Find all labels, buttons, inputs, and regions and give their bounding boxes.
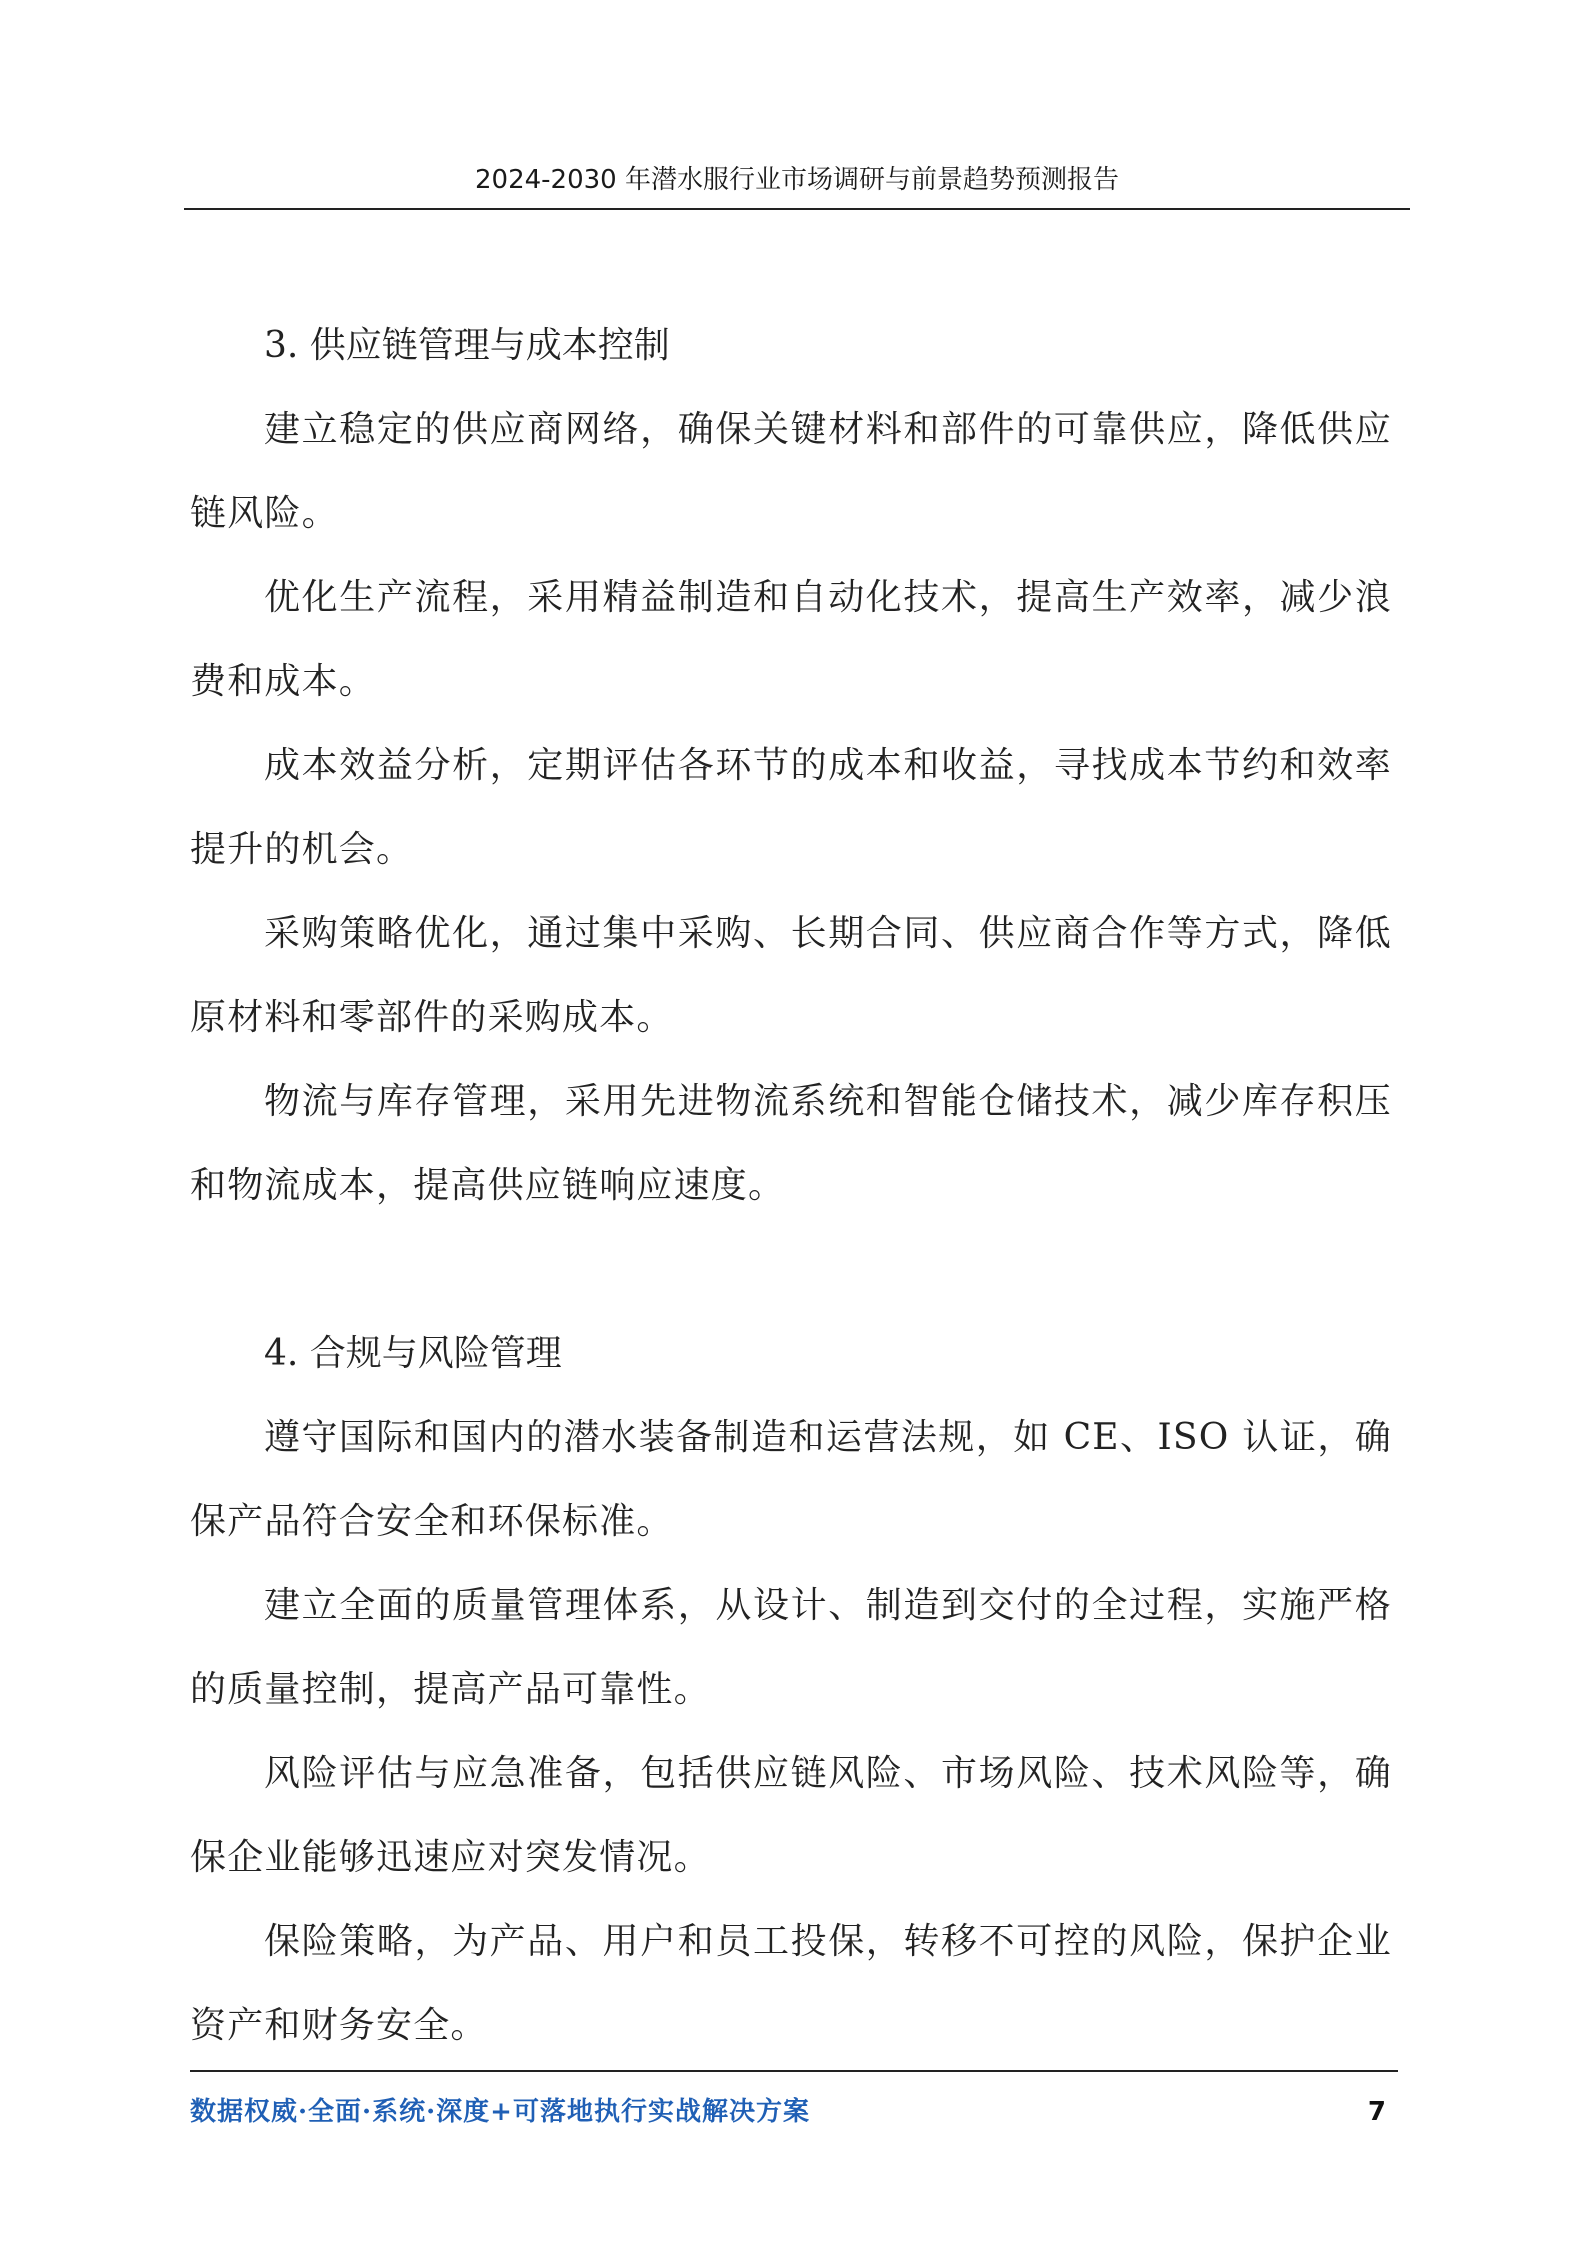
section-supply-chain: [190, 304, 1392, 1228]
paragraph: 采购策略优化，通过集中采购、长期合同、供应商合作等方式，降低原材料和零部件的采购成本。: [190, 913, 1392, 1038]
paragraph: 遵守国际和国内的潜水装备制造和运营法规，如 CE、ISO 认证，确保产品符合安全和环保标准。: [190, 1417, 1392, 1542]
page-number: 7: [1367, 2097, 1386, 2127]
footer-slogan: 数据权威·全面·系统·深度+可落地执行实战解决方案: [190, 2097, 810, 2127]
section-heading: 4. 合规与风险管理: [264, 1333, 562, 1374]
paragraph: 物流与库存管理，采用先进物流系统和智能仓储技术，减少库存积压和物流成本，提高供应链响应速度。: [190, 1081, 1392, 1206]
paragraph: 保险策略，为产品、用户和员工投保，转移不可控的风险，保护企业资产和财务安全。: [190, 1921, 1392, 2046]
page-header-title: 2024-2030 年潜水服行业市场调研与前景趋势预测报告: [475, 165, 1119, 195]
paragraph: 优化生产流程，采用精益制造和自动化技术，提高生产效率，减少浪费和成本。: [190, 577, 1392, 702]
main-content: [190, 304, 1392, 2068]
paragraph: 成本效益分析，定期评估各环节的成本和收益，寻找成本节约和效率提升的机会。: [190, 745, 1392, 870]
paragraph: 建立全面的质量管理体系，从设计、制造到交付的全过程，实施严格的质量控制，提高产品可靠性。: [190, 1585, 1392, 1710]
section-compliance-risk: [190, 1312, 1392, 2068]
paragraph: 风险评估与应急准备，包括供应链风险、市场风险、技术风险等，确保企业能够迅速应对突发情况。: [190, 1753, 1392, 1878]
footer-divider: [190, 2070, 1398, 2072]
paragraph: 建立稳定的供应商网络，确保关键材料和部件的可靠供应，降低供应链风险。: [190, 409, 1392, 534]
section-heading: 3. 供应链管理与成本控制: [264, 325, 670, 366]
header-divider: [184, 208, 1410, 210]
